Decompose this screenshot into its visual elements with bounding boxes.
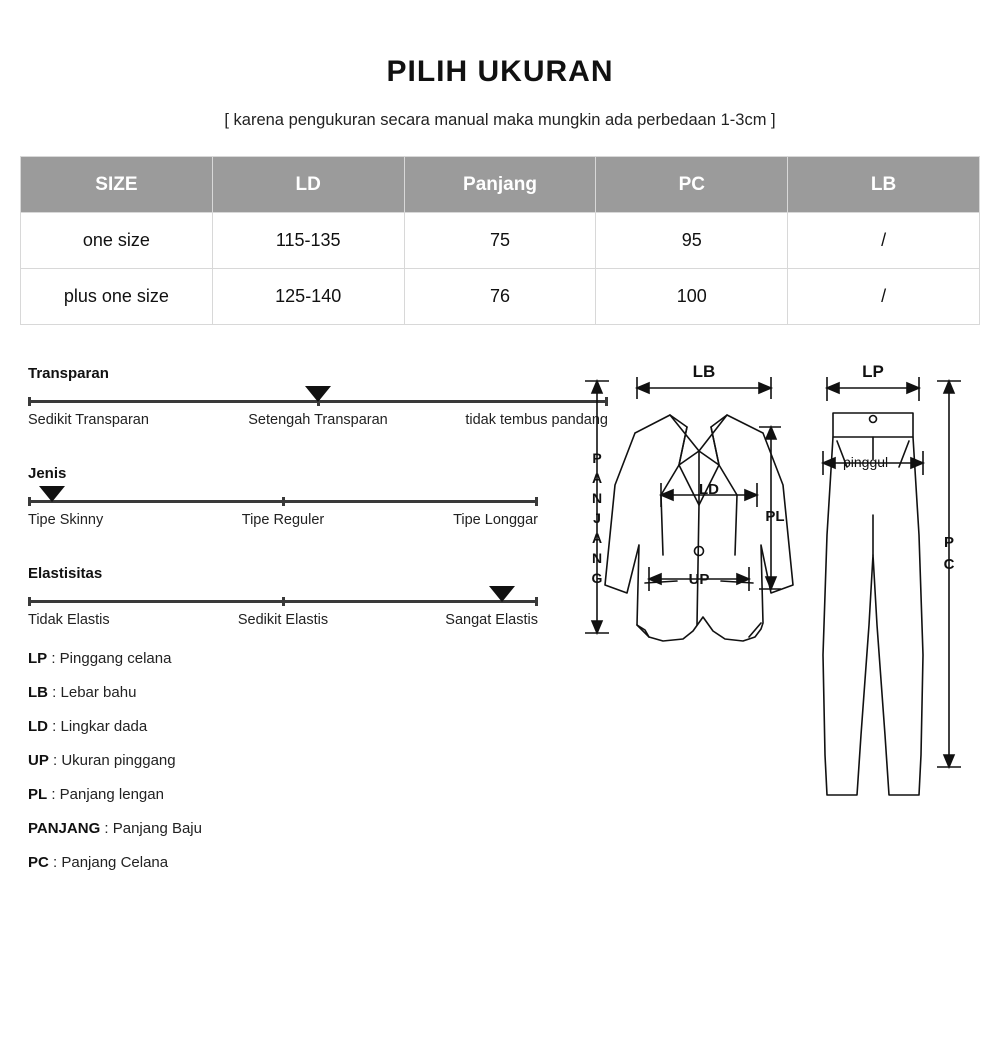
illus-label-pc-p: P: [943, 534, 955, 551]
column-header-pc: PC: [596, 157, 788, 213]
table-row: [21, 269, 980, 325]
illus-label-ld: LD: [699, 481, 719, 498]
svg-text:N: N: [591, 550, 603, 566]
cell-panjang: 76: [404, 269, 596, 325]
legend-desc-pc: : Panjang Celana: [53, 854, 169, 871]
column-header-ld: LD: [212, 157, 404, 213]
slider-label-jenis: Jenis: [28, 465, 67, 482]
table-row: [21, 213, 980, 269]
svg-text:C: C: [943, 556, 955, 573]
list-item: [28, 650, 548, 667]
svg-text:J: J: [593, 510, 601, 526]
slider-marker-transparan: [305, 386, 331, 402]
cell-pc: 95: [596, 213, 788, 269]
slider-label-transparan: Transparan: [28, 365, 109, 382]
legend-desc-panjang: : Panjang Baju: [104, 820, 202, 837]
cell-ld: 125-140: [212, 269, 404, 325]
option-transparan-1: Setengah Transparan: [248, 412, 388, 428]
tick-middle: [282, 497, 285, 506]
slider-marker-jenis: [39, 486, 65, 502]
legend-code-lb: LB: [28, 684, 48, 701]
column-header-size: SIZE: [21, 157, 213, 213]
legend-code-lp: LP: [28, 650, 48, 667]
cell-lb: /: [788, 269, 980, 325]
list-item: [28, 854, 548, 871]
illus-label-lb: LB: [692, 362, 716, 381]
footer-spacer: [0, 925, 1000, 965]
slider-track-elastisitas[interactable]: [28, 600, 538, 603]
column-header-panjang: Panjang: [404, 157, 596, 213]
svg-text:N: N: [591, 490, 603, 506]
option-jenis-0: Tipe Skinny: [28, 512, 104, 528]
table-header-row: [21, 157, 980, 213]
size-chart-page: [0, 55, 1000, 1055]
legend-desc-up: : Ukuran pinggang: [53, 752, 176, 769]
legend-code-pc: PC: [28, 854, 49, 871]
svg-text:A: A: [591, 470, 603, 486]
slider-transparan: [28, 365, 608, 439]
legend-desc-lb: : Lebar bahu: [52, 684, 137, 701]
legend-desc-lp: : Pinggang celana: [51, 650, 172, 667]
list-item: [28, 684, 548, 701]
illus-label-pinggul: pinggul: [843, 454, 889, 470]
list-item: [28, 786, 548, 803]
illus-label-pl: PL: [765, 508, 785, 525]
tick-left: [28, 597, 31, 606]
column-header-lb: LB: [788, 157, 980, 213]
illus-label-lp: LP: [862, 362, 884, 381]
svg-text:A: A: [591, 530, 603, 546]
measurement-note: [ karena pengukuran secara manual maka mungkin ada perbedaan 1-3cm ]: [224, 111, 776, 129]
cell-lb: /: [788, 213, 980, 269]
svg-text:G: G: [591, 570, 603, 586]
slider-options-transparan: [28, 412, 608, 432]
tick-right: [535, 497, 538, 506]
lower-section: [0, 362, 1000, 925]
list-item: [28, 718, 548, 735]
legend-desc-pl: : Panjang lengan: [51, 786, 164, 803]
slider-label-elastisitas: Elastisitas: [28, 565, 103, 582]
page-title: PILIH UKURAN: [386, 55, 614, 88]
cell-size: plus one size: [21, 269, 213, 325]
option-transparan-0: Sedikit Transparan: [28, 412, 149, 428]
illus-label-panjang-p: P: [592, 450, 602, 466]
list-item: [28, 820, 548, 837]
abbreviation-legend: [28, 650, 548, 888]
list-item: [28, 752, 548, 769]
legend-code-pl: PL: [28, 786, 48, 803]
cell-panjang: 75: [404, 213, 596, 269]
option-jenis-1: Tipe Reguler: [241, 512, 325, 528]
legend-code-panjang: PANJANG: [28, 820, 101, 837]
slider-jenis: [28, 465, 608, 539]
slider-options-elastisitas: [28, 612, 538, 632]
option-jenis-2: Tipe Longgar: [453, 512, 538, 528]
option-transparan-2: tidak tembus pandang: [465, 412, 608, 428]
slider-track-transparan[interactable]: [28, 400, 608, 403]
cell-pc: 100: [596, 269, 788, 325]
option-elastisitas-1: Sedikit Elastis: [237, 612, 329, 628]
cell-size: one size: [21, 213, 213, 269]
slider-marker-elastisitas: [489, 586, 515, 602]
slider-elastisitas: [28, 565, 608, 639]
garment-measurement-illustration: [575, 355, 985, 895]
legend-code-ld: LD: [28, 718, 48, 735]
tick-middle: [282, 597, 285, 606]
illus-label-up: UP: [688, 571, 710, 588]
size-table: [20, 156, 980, 325]
option-elastisitas-2: Sangat Elastis: [445, 612, 538, 628]
slider-options-jenis: [28, 512, 538, 532]
attribute-sliders: [28, 365, 608, 665]
tick-left: [28, 497, 31, 506]
slider-track-jenis[interactable]: [28, 500, 538, 503]
option-elastisitas-0: Tidak Elastis: [28, 612, 110, 628]
legend-code-up: UP: [28, 752, 49, 769]
tick-left: [28, 397, 31, 406]
cell-ld: 115-135: [212, 213, 404, 269]
tick-right: [535, 597, 538, 606]
legend-desc-ld: : Lingkar dada: [52, 718, 148, 735]
